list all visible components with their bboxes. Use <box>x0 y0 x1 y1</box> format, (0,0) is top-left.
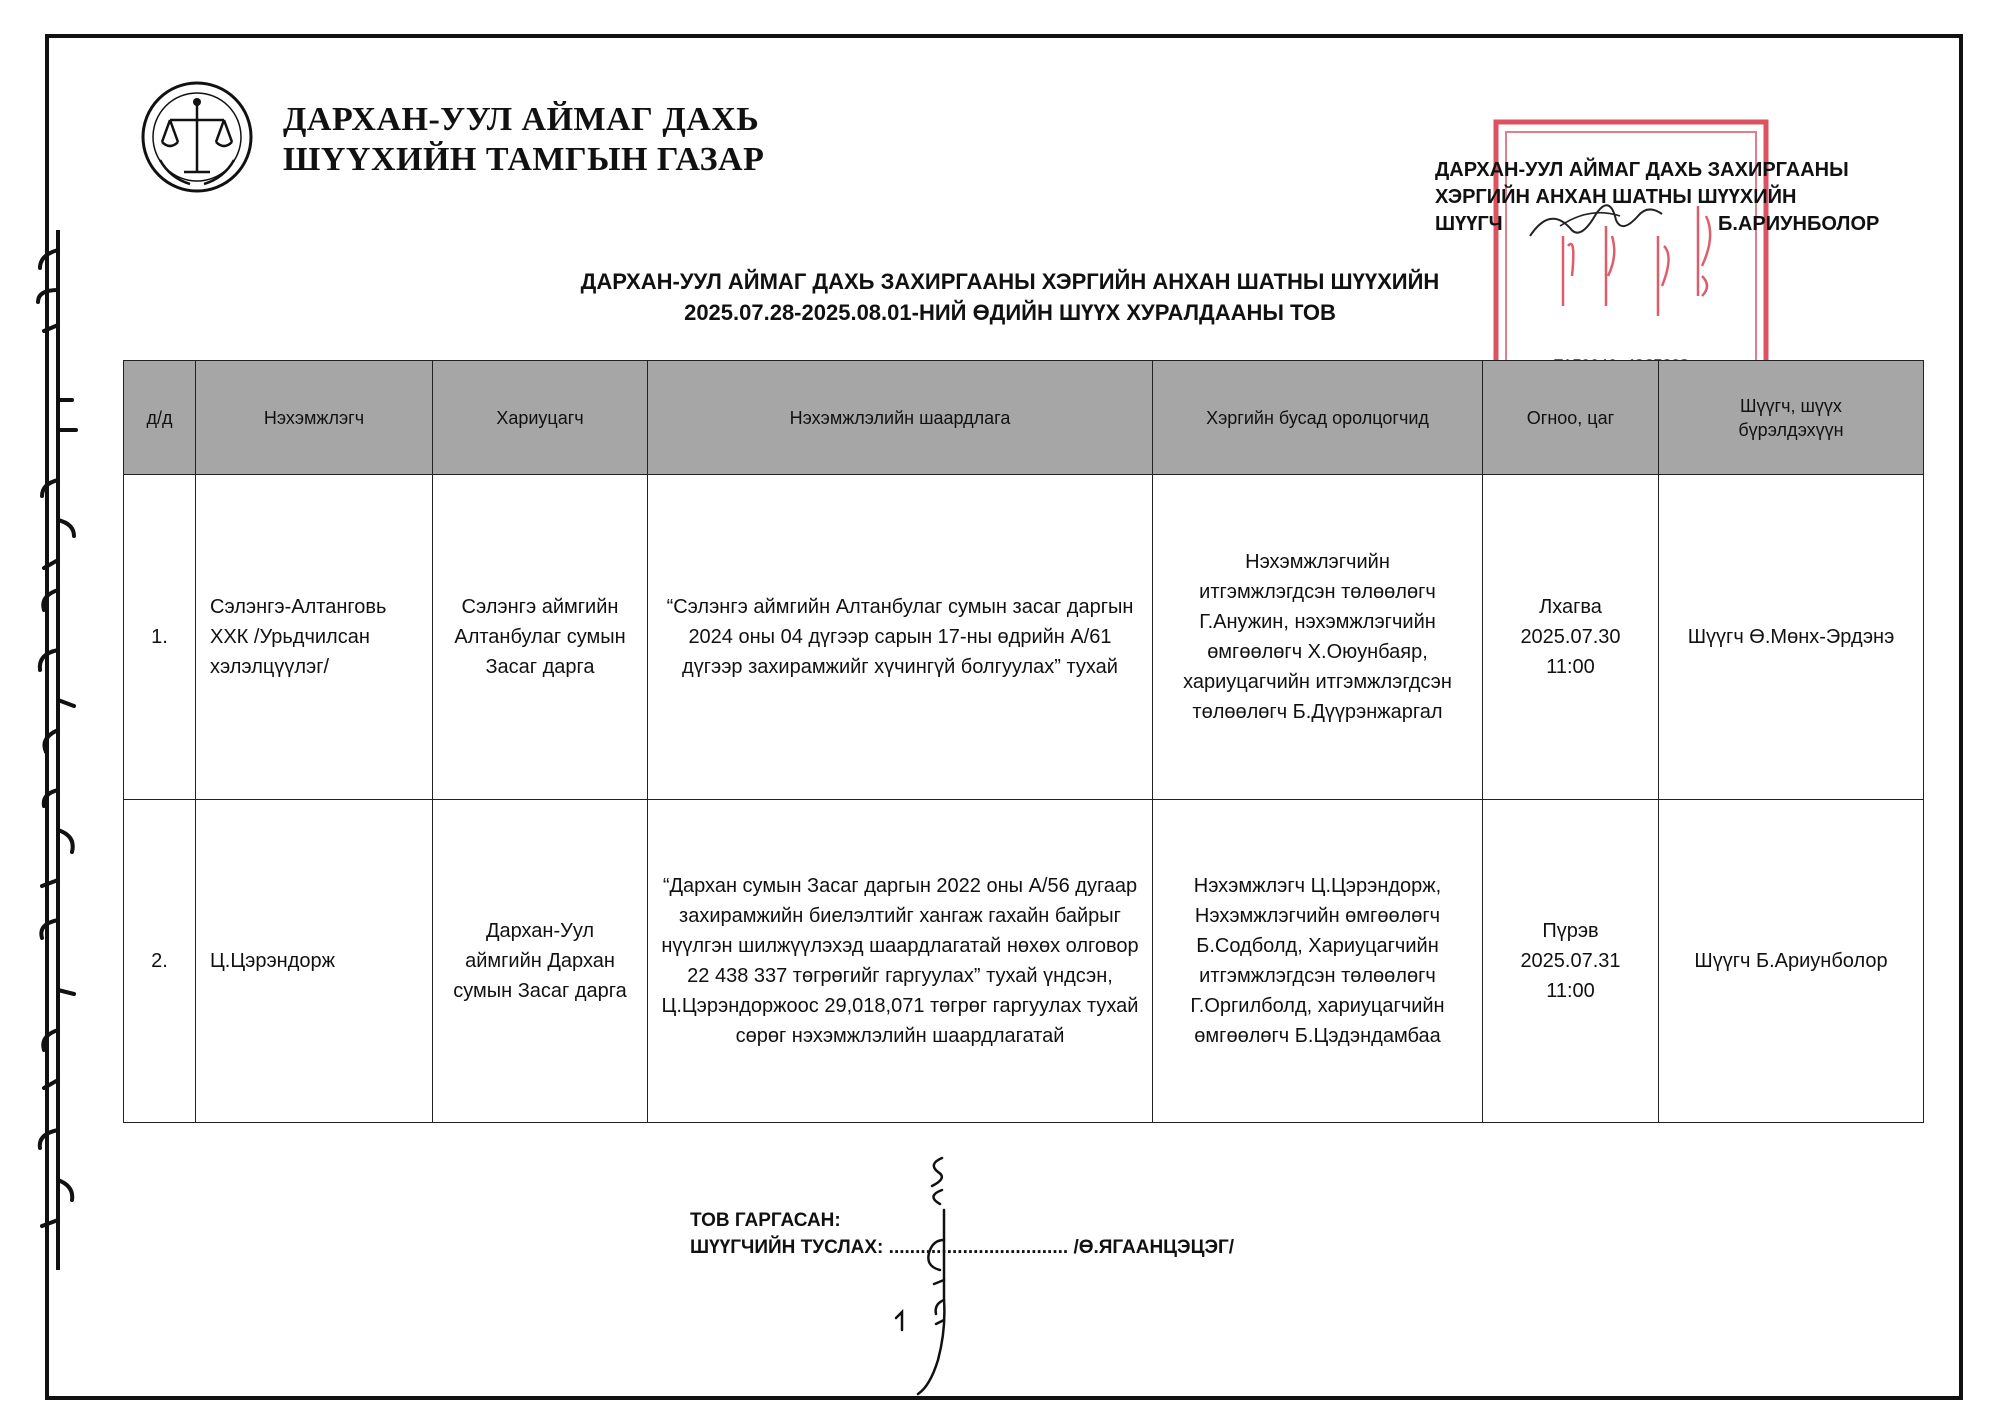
approval-judge-name: Б.АРИУНБОЛОР <box>1718 213 1880 235</box>
col-header-plaintiff: Нэхэмжлэгч <box>196 361 433 475</box>
cell-claim: “Сэлэнгэ аймгийн Алтанбулаг сумын засаг даргын 2024 оны 04 дүгээр сарын 17-ны өдрийн А/61 дүгээр захирамжийг хүчингүй болгуулах” тухай <box>648 475 1153 800</box>
col-header-claim: Нэхэмжлэлийн шаардлага <box>648 361 1153 475</box>
cell-plaintiff: Ц.Цэрэндорж <box>196 800 433 1123</box>
org-line-1: ДАРХАН-УУЛ АЙМАГ ДАХЬ <box>283 101 760 138</box>
court-emblem-icon <box>140 80 255 195</box>
document-title <box>480 266 1540 328</box>
hearing-day: Лхагва <box>1539 596 1602 618</box>
cell-participants: Нэхэмжлэгчийн итгэмжлэгдсэн төлөөлөгч Г.Анужин, нэхэмжлэгчийн өмгөөлөгч Х.Оюунбаяр, хариуцагчийн итгэмжлэгдсэн төлөөлөгч Б.Дүүрэнжаргал <box>1153 475 1483 800</box>
col-header-defendant: Хариуцагч <box>433 361 648 475</box>
signature-dots: .................................. <box>888 1237 1069 1258</box>
cell-datetime <box>1483 475 1659 800</box>
cell-participants: Нэхэмжлэгч Ц.Цэрэндорж, Нэхэмжлэгчийн өмгөөлөгч Б.Содболд, Хариуцагчийн итгэмжлэгдсэн төлөөлөгч Г.Оргилболд, хариуцагчийн өмгөөлөгч Б.Цэдэндамбаа <box>1153 800 1483 1123</box>
cell-judge: Шүүгч Ө.Мөнх-Эрдэнэ <box>1659 475 1924 800</box>
org-name <box>283 100 764 180</box>
cell-claim: “Дархан сумын Засаг даргын 2022 оны А/56 дугаар захирамжийн биелэлтийг хангаж гахайн байрыг нүүлгэн шилжүүлэхэд шаардлагатай нөхөх олговор 22 438 337 төгрөгийг гаргуулах” тухай үндсэн, Ц.Цэрэндоржоос 29,018,071 төгрөг гаргуулах тухай сөрөг нэхэмжлэлийн шаардлагатай <box>648 800 1153 1123</box>
cell-plaintiff: Сэлэнгэ-Алтанговь ХХК /Урьдчилсан хэлэлцүүлэг/ <box>196 475 433 800</box>
col-header-datetime: Огноо, цаг <box>1483 361 1659 475</box>
cell-defendant: Сэлэнгэ аймгийн Алтанбулаг сумын Засаг дарга <box>433 475 648 800</box>
hearing-time: 11:00 <box>1546 980 1595 1002</box>
table-header-row <box>124 361 1924 475</box>
hearing-time: 11:00 <box>1546 656 1595 678</box>
title-line-2: 2025.07.28-2025.08.01-НИЙ ӨДИЙН ШҮҮХ ХУРАЛДААНЫ ТОВ <box>684 300 1336 325</box>
cell-defendant: Дархан-Уул аймгийн Дархан сумын Засаг дарга <box>433 800 648 1123</box>
col-header-participants: Хэргийн бусад оролцогчид <box>1153 361 1483 475</box>
table-row <box>124 475 1924 800</box>
mongolian-script-icon <box>30 230 85 1270</box>
prepared-by-label: ТОВ ГАРГАСАН: <box>690 1210 841 1231</box>
title-line-1: ДАРХАН-УУЛ АЙМАГ ДАХЬ ЗАХИРГААНЫ ХЭРГИЙН АНХАН ШАТНЫ ШҮҮХИЙН <box>580 269 1440 294</box>
cell-datetime <box>1483 800 1659 1123</box>
cell-no: 2. <box>124 800 196 1123</box>
approval-line-2: ХЭРГИЙН АНХАН ШАТНЫ ШҮҮХИЙН <box>1435 186 1797 208</box>
table-row <box>124 800 1924 1123</box>
hearing-date: 2025.07.30 <box>1520 626 1621 648</box>
assistant-label: ШҮҮГЧИЙН ТУСЛАХ: <box>690 1237 884 1258</box>
col-header-no: д/д <box>124 361 196 475</box>
cell-judge: Шүүгч Б.Ариунболор <box>1659 800 1924 1123</box>
cell-no: 1. <box>124 475 196 800</box>
assistant-name: /Ө.ЯГААНЦЭЦЭГ/ <box>1073 1237 1235 1258</box>
assistant-signature <box>880 1150 970 1400</box>
col-header-judge: Шүүгч, шүүх бүрэлдэхүүн <box>1659 361 1924 475</box>
hearing-schedule-table <box>123 360 1924 1123</box>
hearing-date: 2025.07.31 <box>1520 950 1621 972</box>
org-line-2: ШҮҮХИЙН ТАМГЫН ГАЗАР <box>283 141 765 178</box>
approval-line-3: ШҮҮГЧ <box>1435 213 1503 235</box>
approval-line-1: ДАРХАН-УУЛ АЙМАГ ДАХЬ ЗАХИРГААНЫ <box>1435 159 1849 181</box>
hearing-day: Пүрэв <box>1542 920 1599 942</box>
judge-signature <box>1520 196 1670 252</box>
